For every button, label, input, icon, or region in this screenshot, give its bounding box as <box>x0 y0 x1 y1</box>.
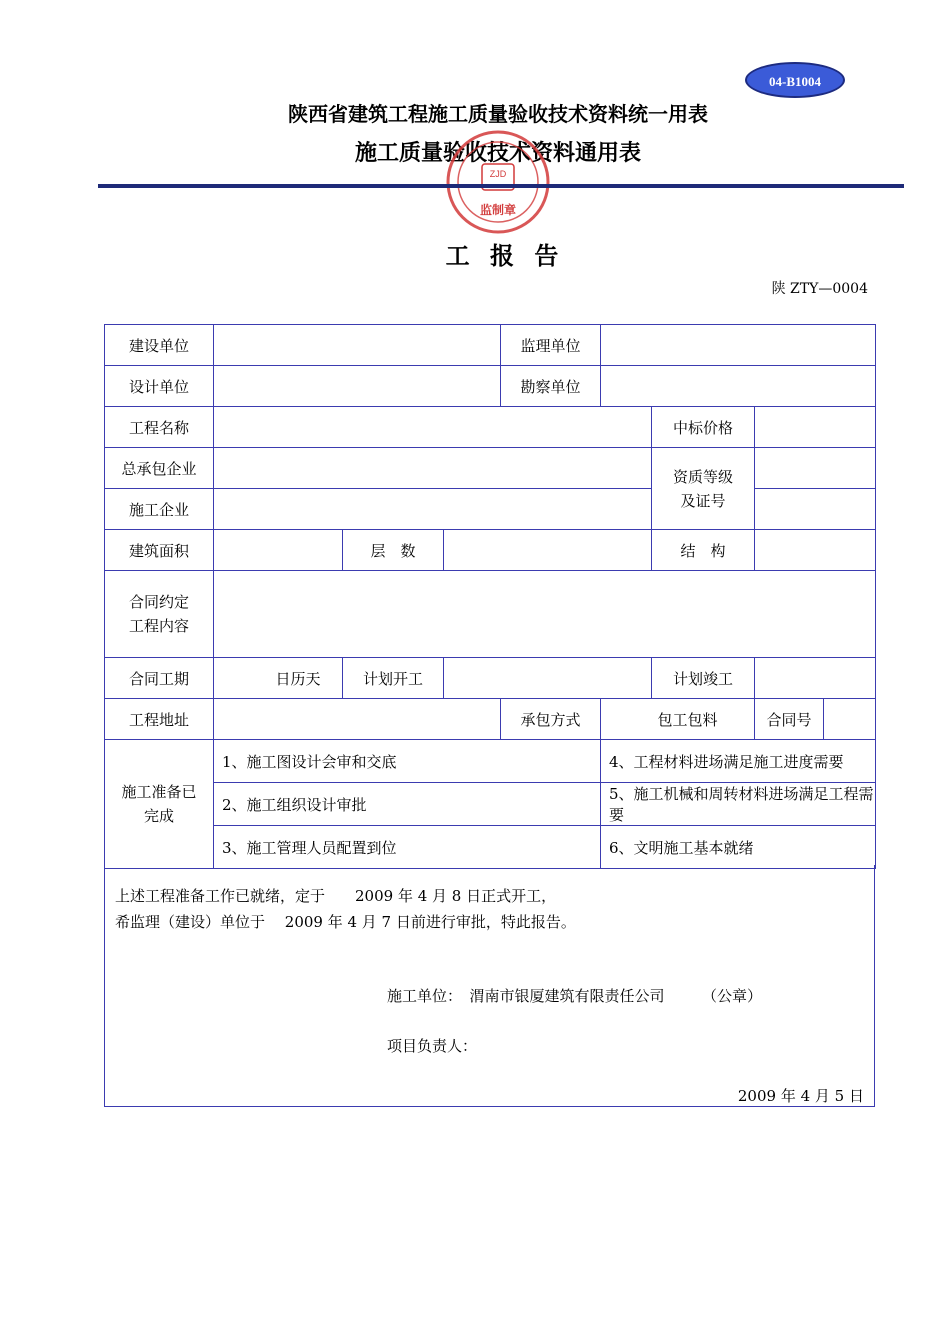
contract-content-label: 合同约定 工程内容 <box>105 571 214 658</box>
header-rule <box>98 184 904 188</box>
area-label: 建筑面积 <box>105 530 214 571</box>
supervise-unit-field[interactable] <box>601 325 876 366</box>
prep-label: 施工准备已 完成 <box>105 740 214 869</box>
design-unit-field[interactable] <box>214 366 501 407</box>
general-contractor-field[interactable] <box>214 448 652 489</box>
structure-label: 结 构 <box>652 530 755 571</box>
plan-finish-label: 计划竣工 <box>652 658 755 699</box>
construction-company-field[interactable] <box>214 489 652 530</box>
form-code-badge: 04-B1004 <box>745 62 845 98</box>
qualification-field-2[interactable] <box>755 489 876 530</box>
prep-item: 2、施工组织设计审批 <box>214 783 601 826</box>
construction-unit-signature: 施工单位： 渭南市银厦建筑有限责任公司 （公章） <box>387 987 763 1005</box>
plan-start-label: 计划开工 <box>343 658 444 699</box>
header-subtitle: 施工质量验收技术资料通用表 <box>354 140 641 166</box>
prep-item: 6、文明施工基本就绪 <box>601 826 876 869</box>
document-code: 陕 ZTY—0004 <box>771 281 868 297</box>
bid-price-label: 中标价格 <box>652 407 755 448</box>
project-name-label: 工程名称 <box>105 407 214 448</box>
document-title: 工 报 告 <box>445 241 565 270</box>
plan-start-field[interactable] <box>444 658 652 699</box>
contract-mode-value[interactable]: 包工包料 <box>601 699 755 740</box>
plan-finish-field[interactable] <box>755 658 876 699</box>
calendar-days-unit: 日历天 <box>275 669 321 688</box>
contract-period-label: 合同工期 <box>105 658 214 699</box>
prep-item: 1、施工图设计会审和交底 <box>214 740 601 783</box>
svg-text:监制章: 监制章 <box>479 203 517 217</box>
qualification-label: 资质等级 及证号 <box>652 448 755 530</box>
area-field[interactable] <box>214 530 343 571</box>
design-unit-label: 设计单位 <box>105 366 214 407</box>
statement-block <box>104 865 875 1107</box>
supervise-unit-label: 监理单位 <box>501 325 601 366</box>
prep-item: 5、施工机械和周转材料进场满足工程需要 <box>601 783 876 826</box>
report-form-table <box>104 324 876 869</box>
address-field[interactable] <box>214 699 501 740</box>
statement-line-1: 上述工程准备工作已就绪，定于 2009 年 4 月 8 日正式开工， <box>115 887 557 905</box>
structure-field[interactable] <box>755 530 876 571</box>
statement-line-2: 希监理（建设）单位于 2009 年 4 月 7 日前进行审批，特此报告。 <box>115 913 576 931</box>
build-unit-field[interactable] <box>214 325 501 366</box>
floors-field[interactable] <box>444 530 652 571</box>
construction-company-label: 施工企业 <box>105 489 214 530</box>
svg-text:ZJD: ZJD <box>489 169 507 179</box>
prep-item: 4、工程材料进场满足施工进度需要 <box>601 740 876 783</box>
report-date: 2009 年 4 月 5 日 <box>737 1087 864 1105</box>
contract-no-field[interactable] <box>824 699 876 740</box>
address-label: 工程地址 <box>105 699 214 740</box>
survey-unit-field[interactable] <box>601 366 876 407</box>
supervision-seal-icon <box>444 128 552 236</box>
general-contractor-label: 总承包企业 <box>105 448 214 489</box>
contract-no-label: 合同号 <box>755 699 824 740</box>
floors-label: 层 数 <box>343 530 444 571</box>
bid-price-field[interactable] <box>755 407 876 448</box>
contract-content-field[interactable] <box>214 571 876 658</box>
build-unit-label: 建设单位 <box>105 325 214 366</box>
qualification-field-1[interactable] <box>755 448 876 489</box>
calendar-days-field[interactable] <box>214 658 343 699</box>
survey-unit-label: 勘察单位 <box>501 366 601 407</box>
contract-mode-label: 承包方式 <box>501 699 601 740</box>
project-name-field[interactable] <box>214 407 652 448</box>
project-responsible-signature: 项目负责人： <box>387 1037 478 1055</box>
prep-item: 3、施工管理人员配置到位 <box>214 826 601 869</box>
header-title: 陕西省建筑工程施工质量验收技术资料统一用表 <box>288 102 708 126</box>
